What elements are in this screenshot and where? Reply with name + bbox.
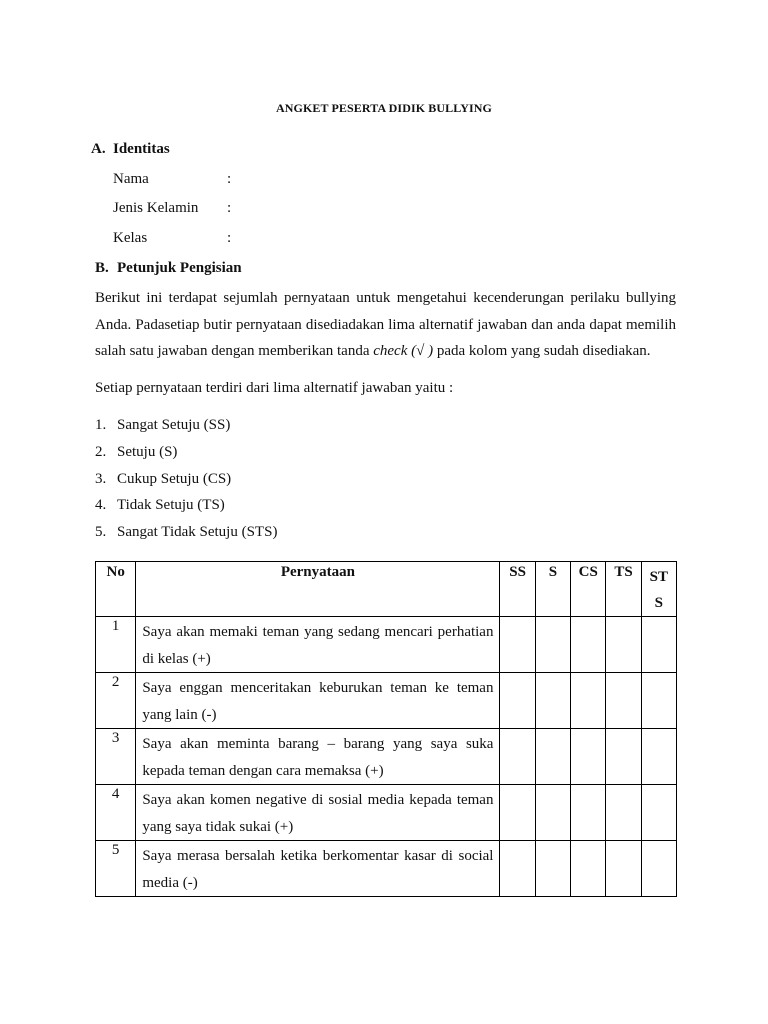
identity-colon: : xyxy=(227,171,232,187)
section-a-letter: A. xyxy=(91,141,106,157)
answer-cell-ts[interactable] xyxy=(606,729,641,785)
identity-row-gender xyxy=(113,200,231,217)
section-b-letter: B. xyxy=(95,260,109,276)
answer-cell-s[interactable] xyxy=(535,729,570,785)
statement-line: Saya akan komen negative di sosial media kepada teman xyxy=(142,792,494,808)
section-b-heading xyxy=(95,260,242,277)
answer-cell-sts[interactable] xyxy=(641,729,676,785)
option-label: Cukup Setuju (CS) xyxy=(117,471,232,487)
instructions-line: Berikut ini terdapat sejumlah pernyataan untuk mengetahui kecenderungan perilaku bullying xyxy=(95,290,676,306)
section-a-title: Identitas xyxy=(113,141,170,157)
row-statement xyxy=(136,673,500,729)
row-statement xyxy=(136,841,500,897)
statement-line: di kelas (+) xyxy=(142,650,211,667)
statement-line: Saya enggan menceritakan keburukan teman ke teman xyxy=(142,680,494,696)
answer-cell-s[interactable] xyxy=(535,785,570,841)
option-number: 4. xyxy=(95,497,107,513)
header-sts-line1: ST xyxy=(649,569,668,585)
identity-label: Nama xyxy=(113,171,149,187)
answer-cell-s[interactable] xyxy=(535,673,570,729)
answer-cell-ss[interactable] xyxy=(500,729,535,785)
option-label: Sangat Setuju (SS) xyxy=(117,417,231,433)
answer-cell-ts[interactable] xyxy=(606,617,641,673)
option-item xyxy=(95,417,230,434)
identity-label: Jenis Kelamin xyxy=(113,200,199,216)
instructions-text: salah satu jawaban dengan memberikan tanda xyxy=(95,343,374,359)
option-label: Setuju (S) xyxy=(117,444,178,460)
answer-cell-cs[interactable] xyxy=(571,617,606,673)
header-ts: TS xyxy=(606,562,641,617)
statement-line: Saya akan memaki teman yang sedang mencari perhatian xyxy=(142,624,494,640)
table-row xyxy=(96,673,677,729)
identity-row-class xyxy=(113,230,231,247)
answer-cell-ss[interactable] xyxy=(500,617,535,673)
section-a-heading xyxy=(91,141,170,158)
statement-line: yang lain (-) xyxy=(142,706,217,723)
identity-label: Kelas xyxy=(113,230,148,246)
page-title: ANGKET PESERTA DIDIK BULLYING xyxy=(276,101,492,115)
header-no: No xyxy=(96,562,136,617)
option-number: 1. xyxy=(95,417,107,433)
header-s: S xyxy=(535,562,570,617)
row-number: 1 xyxy=(96,617,136,673)
table-row xyxy=(96,729,677,785)
survey-table xyxy=(95,561,677,897)
answer-cell-cs[interactable] xyxy=(571,673,606,729)
statement-line: media (-) xyxy=(142,874,198,891)
answer-cell-sts[interactable] xyxy=(641,785,676,841)
table-row xyxy=(96,785,677,841)
option-label: Tidak Setuju (TS) xyxy=(117,497,225,513)
answer-cell-sts[interactable] xyxy=(641,841,676,897)
row-number: 5 xyxy=(96,841,136,897)
row-number: 4 xyxy=(96,785,136,841)
table-header-row xyxy=(96,562,677,617)
table-row xyxy=(96,617,677,673)
answer-cell-sts[interactable] xyxy=(641,673,676,729)
instructions-check-mark: check (√ ) xyxy=(373,343,434,359)
options-intro: Setiap pernyataan terdiri dari lima alternatif jawaban yaitu : xyxy=(95,380,454,396)
header-cs: CS xyxy=(571,562,606,617)
answer-cell-sts[interactable] xyxy=(641,617,676,673)
instructions-text: pada kolom yang sudah disediakan. xyxy=(433,343,651,359)
row-statement xyxy=(136,729,500,785)
header-ss: SS xyxy=(500,562,535,617)
statement-line: Saya merasa bersalah ketika berkomentar kasar di social xyxy=(142,848,494,864)
row-statement xyxy=(136,617,500,673)
row-statement xyxy=(136,785,500,841)
header-statement: Pernyataan xyxy=(136,562,500,617)
section-b-title: Petunjuk Pengisian xyxy=(117,260,242,276)
option-number: 2. xyxy=(95,444,107,460)
statement-line: Saya akan meminta barang – barang yang saya suka xyxy=(142,736,494,752)
answer-cell-ss[interactable] xyxy=(500,673,535,729)
instructions-line xyxy=(95,338,676,365)
instructions-line: Anda. Padasetiap butir pernyataan disediadakan lima alternatif jawaban dan anda dapat memilih xyxy=(95,316,676,333)
table-row xyxy=(96,841,677,897)
answer-cell-cs[interactable] xyxy=(571,729,606,785)
option-item xyxy=(95,471,231,488)
option-item xyxy=(95,524,277,541)
answer-cell-ts[interactable] xyxy=(606,673,641,729)
answer-cell-ss[interactable] xyxy=(500,841,535,897)
answer-cell-ss[interactable] xyxy=(500,785,535,841)
option-number: 5. xyxy=(95,524,107,540)
option-number: 3. xyxy=(95,471,107,487)
statement-line: yang saya tidak sukai (+) xyxy=(142,818,294,835)
option-item xyxy=(95,497,225,514)
identity-row-name xyxy=(113,171,231,188)
answer-cell-s[interactable] xyxy=(535,617,570,673)
row-number: 3 xyxy=(96,729,136,785)
answer-cell-ts[interactable] xyxy=(606,785,641,841)
identity-colon: : xyxy=(227,200,232,216)
answer-cell-cs[interactable] xyxy=(571,785,606,841)
identity-colon: : xyxy=(227,230,232,246)
instructions-paragraph xyxy=(95,285,676,365)
header-sts-line2: S xyxy=(654,595,663,611)
statement-line: kepada teman dengan cara memaksa (+) xyxy=(142,762,384,779)
answer-cell-cs[interactable] xyxy=(571,841,606,897)
option-item xyxy=(95,444,177,461)
answer-cell-ts[interactable] xyxy=(606,841,641,897)
option-label: Sangat Tidak Setuju (STS) xyxy=(117,524,278,540)
row-number: 2 xyxy=(96,673,136,729)
header-sts xyxy=(641,562,676,617)
answer-cell-s[interactable] xyxy=(535,841,570,897)
